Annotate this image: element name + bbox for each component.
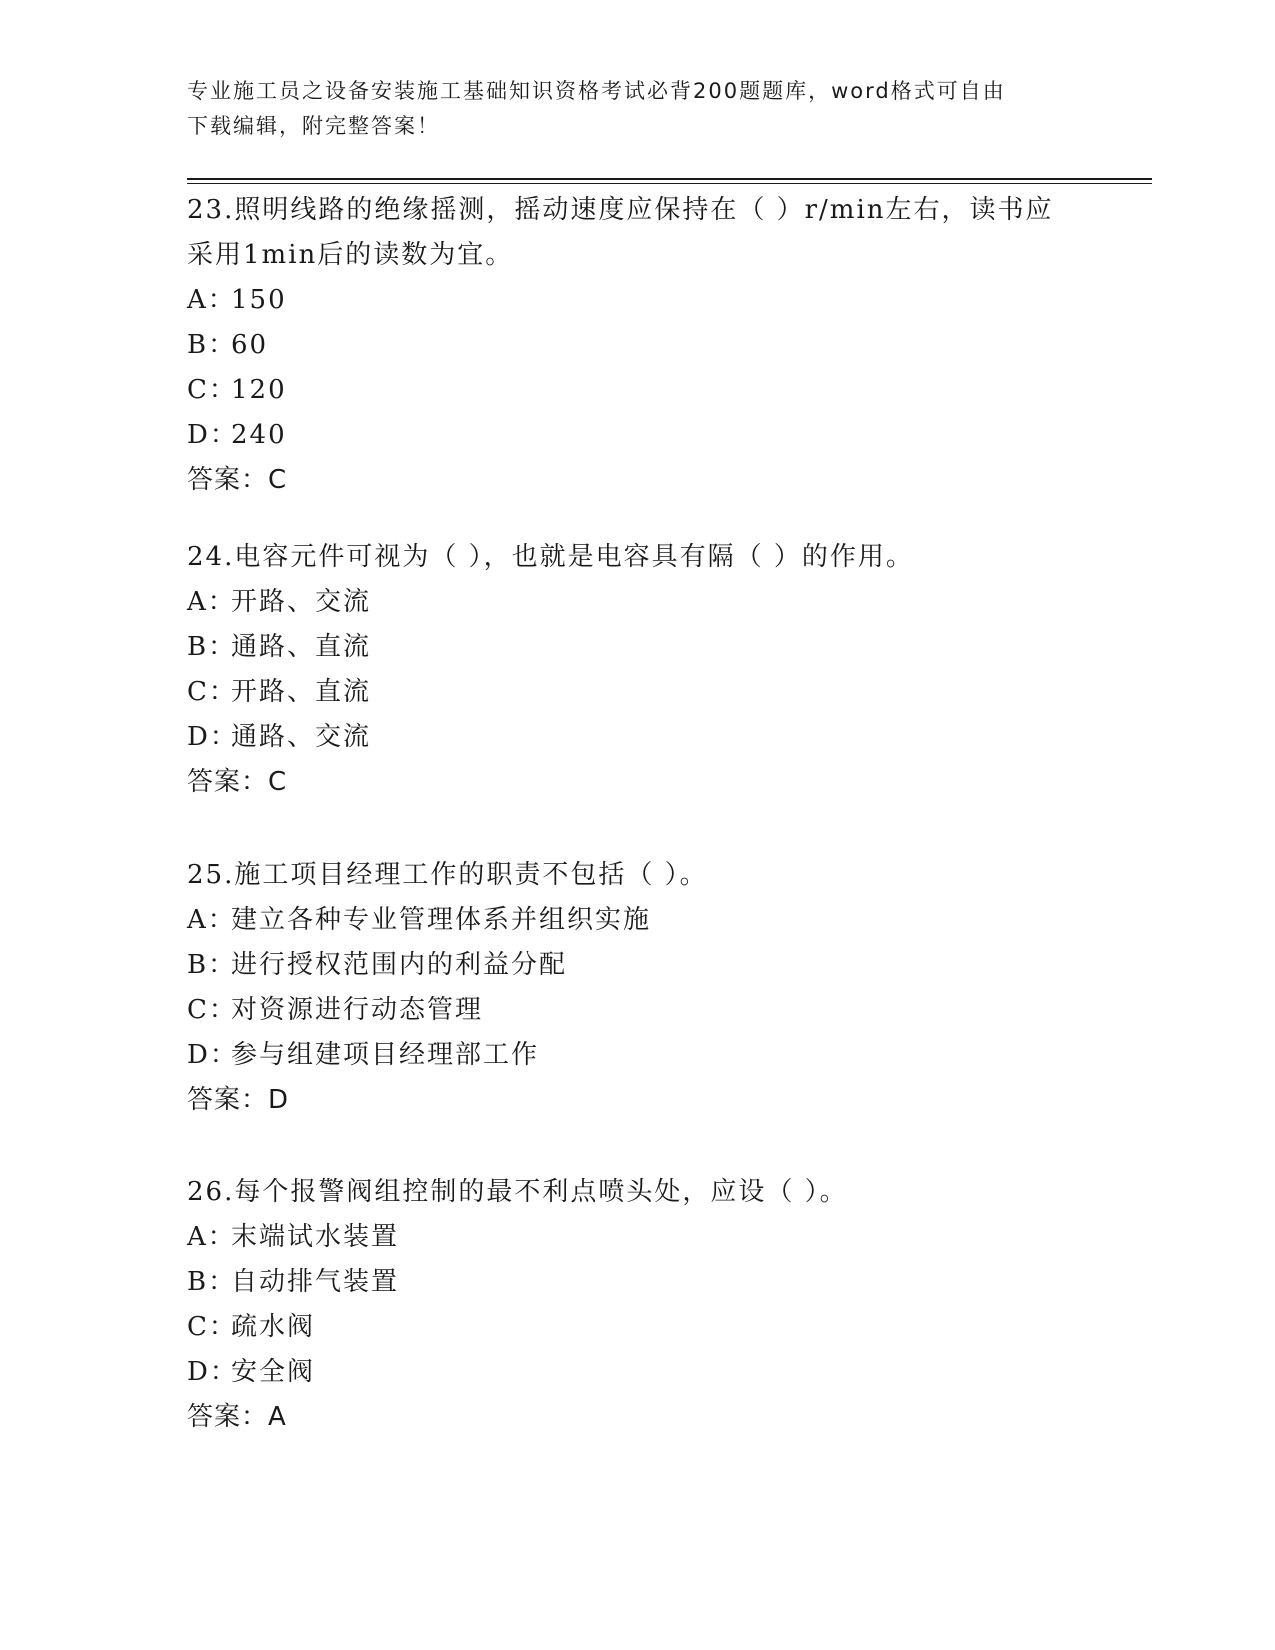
option-text: 进行授权范围内的利益分配: [231, 950, 568, 980]
option-text: 150: [231, 285, 287, 315]
option-d: [187, 413, 1087, 458]
option-text: 开路、交流: [231, 587, 372, 617]
header-line-2: 下载编辑，附完整答案！: [187, 114, 440, 138]
option-d: [187, 1033, 1087, 1078]
option-key: B：: [187, 950, 237, 980]
question-stem-line: 26.每个报警阀组控制的最不利点喷头处，应设（ ）。: [187, 1177, 848, 1207]
option-c: [187, 1305, 1087, 1350]
question-25: [187, 853, 1087, 1123]
option-text: 参与组建项目经理部工作: [231, 1040, 540, 1070]
option-key: D：: [187, 1357, 238, 1387]
option-text: 建立各种专业管理体系并组织实施: [231, 905, 652, 935]
answer-line: 答案：C: [187, 767, 288, 797]
option-text: 240: [231, 420, 287, 450]
option-key: C：: [187, 375, 237, 405]
option-key: A：: [187, 1222, 236, 1252]
option-b: [187, 1260, 1087, 1305]
option-d: [187, 1350, 1087, 1395]
answer-line: 答案：A: [187, 1402, 287, 1432]
option-key: D：: [187, 722, 238, 752]
option-text: 安全阀: [231, 1357, 316, 1387]
question-24: [187, 535, 1087, 805]
option-a: [187, 580, 1087, 625]
question-stem-line: 采用1min后的读数为宜。: [187, 240, 514, 270]
question-26: [187, 1170, 1087, 1440]
question-23: [187, 188, 1087, 503]
option-text: 开路、直流: [231, 677, 372, 707]
option-key: A：: [187, 905, 236, 935]
header-divider-thick: [187, 178, 1152, 180]
option-c: [187, 368, 1087, 413]
option-b: [187, 625, 1087, 670]
question-stem-line: 24.电容元件可视为（ ），也就是电容具有隔（ ）的作用。: [187, 542, 914, 572]
option-text: 120: [231, 375, 287, 405]
option-text: 疏水阀: [231, 1312, 316, 1342]
option-key: B：: [187, 632, 237, 662]
option-text: 末端试水装置: [231, 1222, 400, 1252]
option-text: 对资源进行动态管理: [231, 995, 484, 1025]
header-line-1: 专业施工员之设备安装施工基础知识资格考试必背200题题库，word格式可自由: [187, 79, 1006, 103]
option-a: [187, 898, 1087, 943]
option-key: B：: [187, 1267, 237, 1297]
option-c: [187, 670, 1087, 715]
question-stem-line: 23.照明线路的绝缘摇测，摇动速度应保持在（ ）r/min左右，读书应: [187, 195, 1054, 225]
option-b: [187, 943, 1087, 988]
option-key: D：: [187, 420, 238, 450]
answer-line: 答案：C: [187, 465, 288, 495]
option-key: A：: [187, 285, 236, 315]
option-key: A：: [187, 587, 236, 617]
option-d: [187, 715, 1087, 760]
option-text: 自动排气装置: [231, 1267, 400, 1297]
option-a: [187, 278, 1087, 323]
option-a: [187, 1215, 1087, 1260]
option-b: [187, 323, 1087, 368]
option-text: 通路、直流: [231, 632, 372, 662]
document-header: [187, 74, 1067, 144]
option-key: C：: [187, 1312, 237, 1342]
option-c: [187, 988, 1087, 1033]
option-key: C：: [187, 677, 237, 707]
question-stem-line: 25.施工项目经理工作的职责不包括（ ）。: [187, 860, 708, 890]
option-key: B：: [187, 330, 237, 360]
option-text: 通路、交流: [231, 722, 372, 752]
header-divider-thin: [187, 183, 1152, 184]
option-key: D：: [187, 1040, 238, 1070]
answer-line: 答案：D: [187, 1085, 290, 1115]
option-text: 60: [231, 330, 269, 360]
option-key: C：: [187, 995, 237, 1025]
